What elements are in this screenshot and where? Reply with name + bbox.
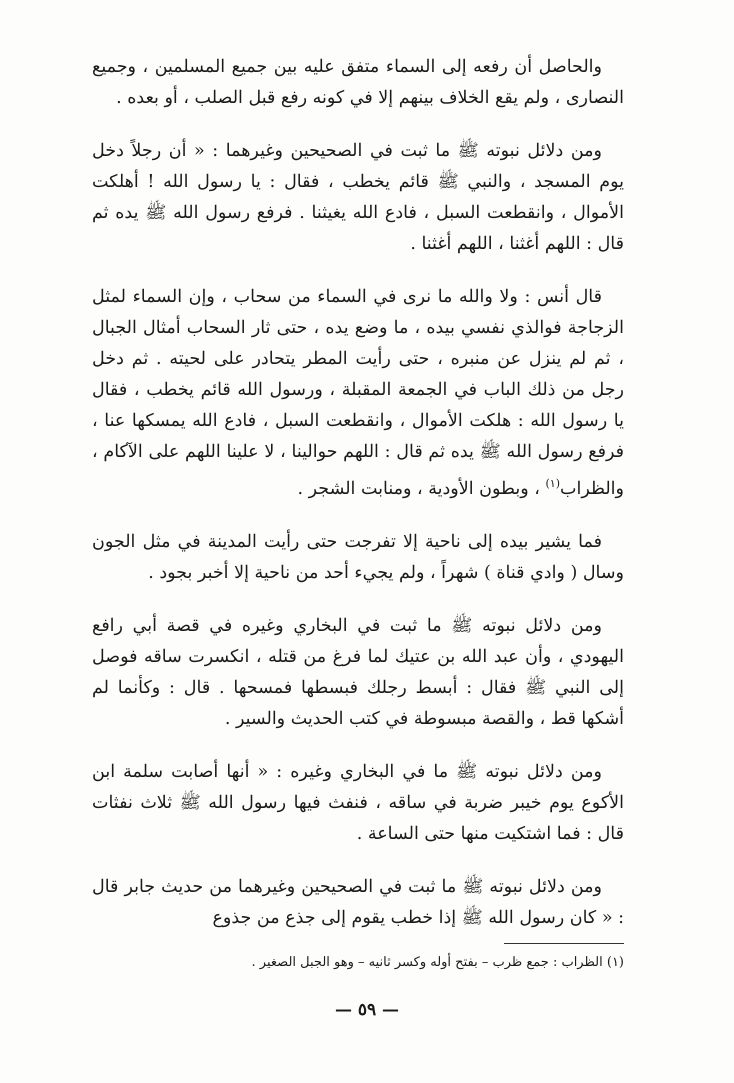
paragraph-3-tail: ، وبطون الأودية ، ومنابت الشجر . xyxy=(297,478,540,499)
paragraph-3 xyxy=(92,282,624,505)
paragraph-1: والحاصل أن رفعه إلى السماء متفق عليه بين جميع المسلمين ، وجميع النصارى ، ولم يقع الخلاف بينهم إلا في كونه رفع قبل الصلب ، أو بعده . xyxy=(92,57,624,108)
paragraph-6: ومن دلائل نبوته ﷺ ما في البخاري وغيره : « أنها أصابت سلمة ابن الأكوع يوم خيبر ضربة في ساقه ، فنفث فيها رسول الله ﷺ ثلاث نفثات قال : فما اشتكيت منها حتى الساعة . xyxy=(92,761,624,844)
paragraph-5: ومن دلائل نبوته ﷺ ما ثبت في البخاري وغيره في قصة أبي رافع اليهودي ، وأن عبد الله بن عتيك لما فرغ من قتله ، انكسرت ساقه فوصل إلى النبي ﷺ فقال : أبسط رجلك فبسطها فمسحها . قال : وكأنما لم أشكها قط ، والقصة مبسوطة في كتب الحديث والسير . xyxy=(92,615,624,729)
footnote-marker[interactable]: (١) xyxy=(545,477,560,490)
paragraph-3-text: قال أنس : ولا والله ما نرى في السماء من سحاب ، وإن السماء لمثل الزجاجة فوالذي نفسي بيده ، ما وضع يده ، حتى ثار السحاب أمثال الجبال ، ثم لم ينزل عن منبره ، حتى رأيت المطر يتحادر على لحيته . ثم دخل رجل من ذلك الباب في الجمعة المقبلة ، ورسول الله قائم يخطب ، فقال يا رسول الله : هلكت الأموال ، وانقطعت السبل ، فادع الله يمسكها عنا ، فرفع رسول الله ﷺ يده ثم قال : اللهم حوالينا ، لا علينا اللهم على الآكام ، والظراب xyxy=(92,287,624,499)
paragraph-4: فما يشير بيده إلى ناحية إلا تفرجت حتى رأيت المدينة في مثل الجون وسال ( وادي قناة ) شهراً ، ولم يجيء أحد من ناحية إلا أخبر بجود . xyxy=(92,531,624,583)
body-text xyxy=(92,52,624,956)
paragraph-7: ومن دلائل نبوته ﷺ ما ثبت في الصحيحين وغيرهما من حديث جابر قال : « كان رسول الله ﷺ إذا خطب يقوم إلى جذع من جذوع xyxy=(92,876,624,928)
footnote: (١) الظراب : جمع ظرب – بفتح أوله وكسر ثانيه – وهو الجبل الصغير . xyxy=(251,955,624,970)
footnote-divider xyxy=(504,943,624,944)
page-number: — ٥٩ — xyxy=(334,1000,400,1020)
paragraph-2: ومن دلائل نبوته ﷺ ما ثبت في الصحيحين وغيرهما : « أن رجلاً دخل يوم المسجد ، والنبي ﷺ قائم يخطب ، فقال : يا رسول الله ! أهلكت الأموال ، وانقطعت السبل ، فادع الله يغيثنا . فرفع رسول الله ﷺ يده ثم قال : اللهم أغثنا ، اللهم أغثنا . xyxy=(92,141,624,254)
